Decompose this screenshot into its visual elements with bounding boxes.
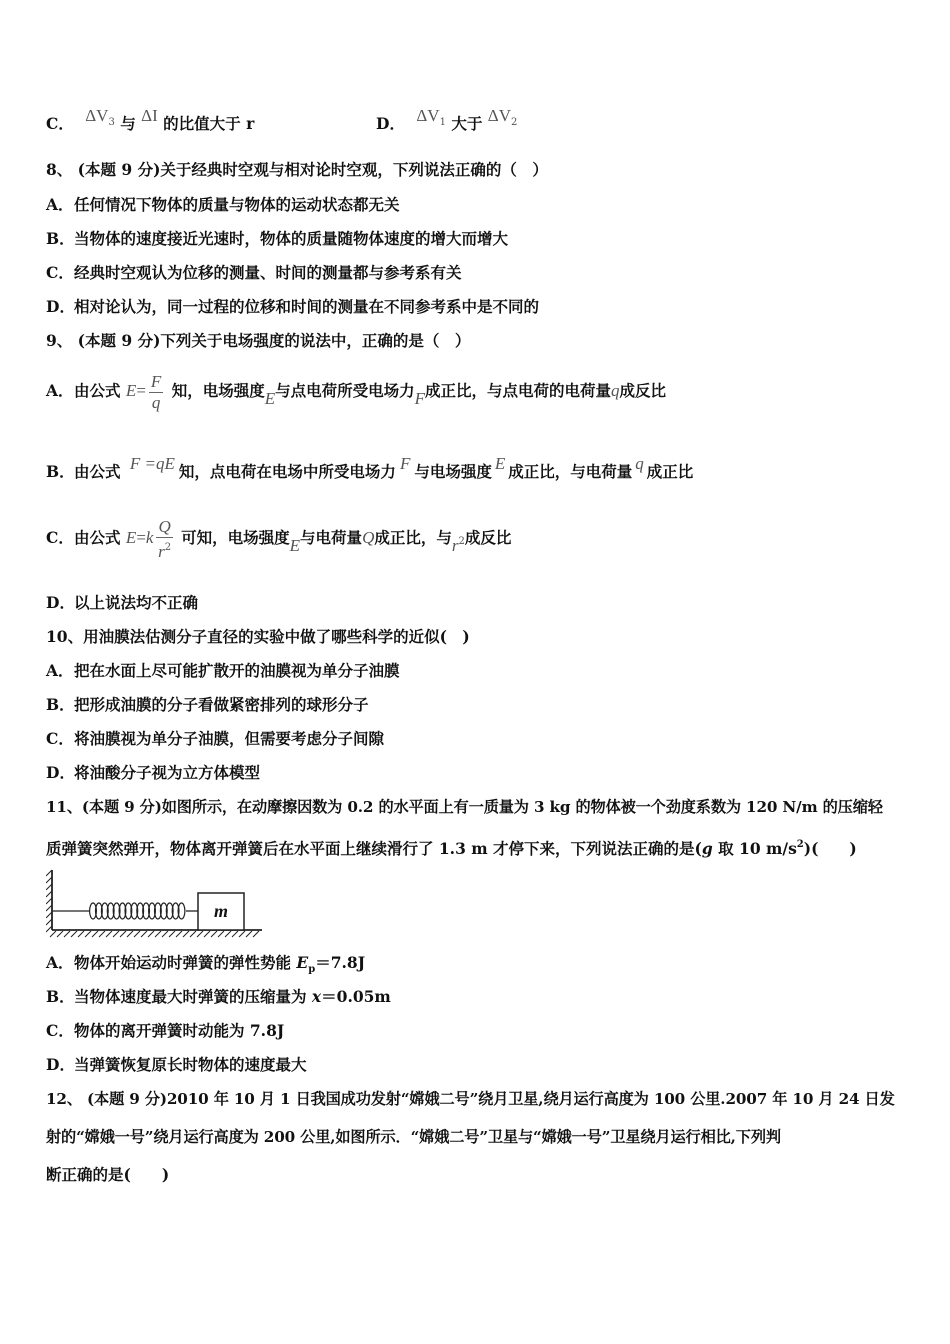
text: 成正比 (646, 462, 694, 481)
text: 与点电荷所受电场力 (275, 381, 415, 400)
option-label: D． (46, 593, 75, 612)
formula-delta-v2: $\Delta V_2$ (487, 106, 518, 128)
text: 成正比，与 (374, 528, 452, 547)
q10-stem: 10、用油膜法估测分子直径的实验中做了哪些科学的近似( ) (46, 627, 470, 646)
floor-hatch-line (232, 931, 238, 937)
q8-stem: 8、 (本题 9 分)关于经典时空观与相对论时空观，下列说法正确的（ ） (46, 160, 548, 179)
option-label: D． (46, 1055, 75, 1074)
var-r-squared: $r^2$ (451, 536, 465, 555)
floor-hatch-line (253, 931, 259, 937)
q12-stem-line2: 射的“嫦娥一号”绕月运行高度为 200 公里,如图所示．“嫦娥二号”卫星与“嫦娥一号”卫星绕月运行相比,下列判 (46, 1128, 781, 1146)
text: 的比值大于 r (163, 114, 255, 133)
option-label: D． (46, 763, 75, 782)
formula-delta-v1: $\Delta V_1$ (416, 106, 446, 128)
spring-diagram (46, 868, 268, 938)
floor-hatch-line (85, 931, 91, 937)
option-label: C． (46, 1021, 74, 1040)
formula-delta-i: ΔI (141, 106, 158, 125)
option-text: 相对论认为，同一过程的位移和时间的测量在不同参考系中是不同的 (74, 297, 540, 316)
var-f: F (414, 389, 426, 408)
option-text: 经典时空观认为位移的测量、时间的测量都与参考系有关 (74, 263, 462, 282)
option-text: 把在水面上尽可能扩散开的油膜视为单分子油膜 (74, 661, 400, 680)
formula-e-equals-kq-over-r2: E=k $\frac{Q}{r^2}$ (125, 516, 172, 561)
floor-hatch-line (155, 931, 161, 937)
q7-option-d[interactable] (376, 106, 518, 141)
text: ＝7.8J (315, 953, 366, 972)
q9-option-d[interactable] (46, 593, 198, 613)
option-label: C． (46, 528, 74, 547)
q9-option-c[interactable] (46, 513, 511, 562)
option-text: 把形成油膜的分子看做紧密排列的球形分子 (74, 695, 369, 714)
q9-option-a[interactable] (46, 370, 666, 413)
floor-hatch-line (169, 931, 175, 937)
text: 与电场强度 (414, 462, 492, 481)
q10-option-d[interactable] (46, 763, 260, 783)
q12-stem-line1: 12、 (本题 9 分)2010 年 10 月 1 日我国成功发射“嫦娥二号”绕月卫星,绕月运行高度为 100 公里.2007 年 10 月 24 日发 (46, 1090, 895, 1108)
option-label: B． (46, 462, 75, 481)
text: 由公式 (74, 462, 121, 481)
var-q: Q (362, 528, 375, 547)
q10-option-b[interactable] (46, 695, 369, 715)
floor-hatch-line (92, 931, 98, 937)
floor-hatch-line (57, 931, 63, 937)
option-label: A． (46, 381, 74, 400)
floor-hatch-line (176, 931, 182, 937)
q11-stem-line2: 质弹簧突然弹开，物体离开弹簧后在水平面上继续滑行了 1.3 m 才停下来，下列说法正确的是(g 取 10 $m/s^2$)( ) (46, 839, 857, 858)
var-sub: p (308, 964, 316, 975)
q10-option-a[interactable] (46, 661, 400, 681)
q11-option-d[interactable] (46, 1055, 307, 1075)
option-label: C． (46, 263, 74, 282)
option-text: 当物体的速度接近光速时，物体的质量随物体速度的增大而增大 (74, 229, 509, 248)
option-text: 以上说法均不正确 (74, 593, 199, 612)
option-label: A． (46, 953, 74, 972)
var-e: E (264, 389, 276, 408)
q12-stem-line3: 断正确的是( ) (46, 1165, 170, 1184)
text: 可知，电场强度 (181, 528, 290, 547)
option-label: A． (46, 661, 74, 680)
q11-option-a[interactable] (46, 953, 365, 980)
spring-block-figure (46, 868, 268, 942)
block-label: m (213, 901, 229, 921)
var-e: E (296, 953, 309, 972)
q11-stem-line1: 11、(本题 9 分)如图所示，在动摩擦因数为 0.2 的水平面上有一质量为 3 kg 的物体被一个劲度系数为 120 N/m 的压缩轻 (46, 798, 883, 816)
option-label: B． (46, 229, 75, 248)
floor-hatch-line (64, 931, 70, 937)
q8-option-c[interactable] (46, 263, 462, 283)
var-f: F (399, 454, 411, 473)
q9-option-b[interactable] (46, 454, 694, 482)
text: 知，点电荷在电场中所受电场力 (178, 462, 396, 481)
spring-coil (90, 903, 185, 919)
text: 由公式 (74, 528, 121, 547)
option-label: C． (46, 729, 74, 748)
q11-option-b[interactable] (46, 987, 391, 1007)
text: 成反比 (619, 381, 667, 400)
floor-hatch-line (141, 931, 147, 937)
text: 成正比，与点电荷的电荷量 (425, 381, 612, 400)
var-q: q (611, 381, 620, 400)
floor-hatch-line (162, 931, 168, 937)
q8-option-a[interactable] (46, 195, 400, 215)
option-text: 任何情况下物体的质量与物体的运动状态都无关 (74, 195, 400, 214)
formula-f-equals-qe: F =qE (129, 454, 175, 473)
text: 当物体速度最大时弹簧的压缩量为 (74, 987, 312, 1006)
option-text: 当弹簧恢复原长时物体的速度最大 (74, 1055, 307, 1074)
floor-hatch-line (190, 931, 196, 937)
q10-option-c[interactable] (46, 729, 384, 749)
text: 成正比，与电荷量 (508, 462, 633, 481)
option-label: D． (46, 297, 75, 316)
text: 成反比 (464, 528, 512, 547)
var-e: E (494, 454, 506, 473)
floor-hatch-line (50, 931, 56, 937)
floor-hatch-line (211, 931, 217, 937)
text: 知，电场强度 (171, 381, 265, 400)
option-label: B． (46, 987, 75, 1006)
q9-stem: 9、 (本题 9 分)下列关于电场强度的说法中，正确的是（ ） (46, 331, 471, 350)
option-text: 将油酸分子视为立方体模型 (74, 763, 261, 782)
var-x: x (311, 987, 322, 1006)
text: 与电荷量 (300, 528, 363, 547)
text: 与 (120, 114, 136, 133)
floor-hatch-line (246, 931, 252, 937)
option-label: B． (46, 695, 75, 714)
var-q: q (635, 454, 644, 473)
option-label: C． (46, 114, 74, 133)
formula-e-equals-f-over-q: E= $\frac{F}{q}$ (125, 371, 162, 412)
option-label: A． (46, 195, 74, 214)
text: ＝0.05m (321, 987, 391, 1006)
floor-hatch-line (71, 931, 77, 937)
option-text: 将油膜视为单分子油膜，但需要考虑分子间隙 (74, 729, 385, 748)
floor-hatch-line (127, 931, 133, 937)
floor-hatch-line (120, 931, 126, 937)
floor-hatch-line (106, 931, 112, 937)
q11-option-c[interactable] (46, 1021, 284, 1041)
option-label: D． (376, 114, 405, 133)
q8-option-b[interactable] (46, 229, 508, 249)
option-text: 物体的离开弹簧时动能为 7.8J (74, 1021, 285, 1040)
formula-delta-v3: $\Delta V_3$ (85, 106, 115, 128)
floor-hatch-line (113, 931, 119, 937)
floor-hatch-line (204, 931, 210, 937)
q8-option-d[interactable] (46, 297, 539, 317)
floor-hatch-line (99, 931, 105, 937)
text: 大于 (451, 114, 483, 133)
floor-hatch-line (239, 931, 245, 937)
floor-hatch-line (78, 931, 84, 937)
text: 由公式 (74, 381, 121, 400)
floor-hatch-line (134, 931, 140, 937)
q7-option-c[interactable] (46, 106, 255, 141)
floor-hatch-line (183, 931, 189, 937)
floor-hatch-line (218, 931, 224, 937)
var-e: E (289, 536, 301, 555)
text: 物体开始运动时弹簧的弹性势能 (74, 953, 297, 972)
floor-hatch-line (225, 931, 231, 937)
floor-hatch-line (197, 931, 203, 937)
floor-hatch-line (148, 931, 154, 937)
